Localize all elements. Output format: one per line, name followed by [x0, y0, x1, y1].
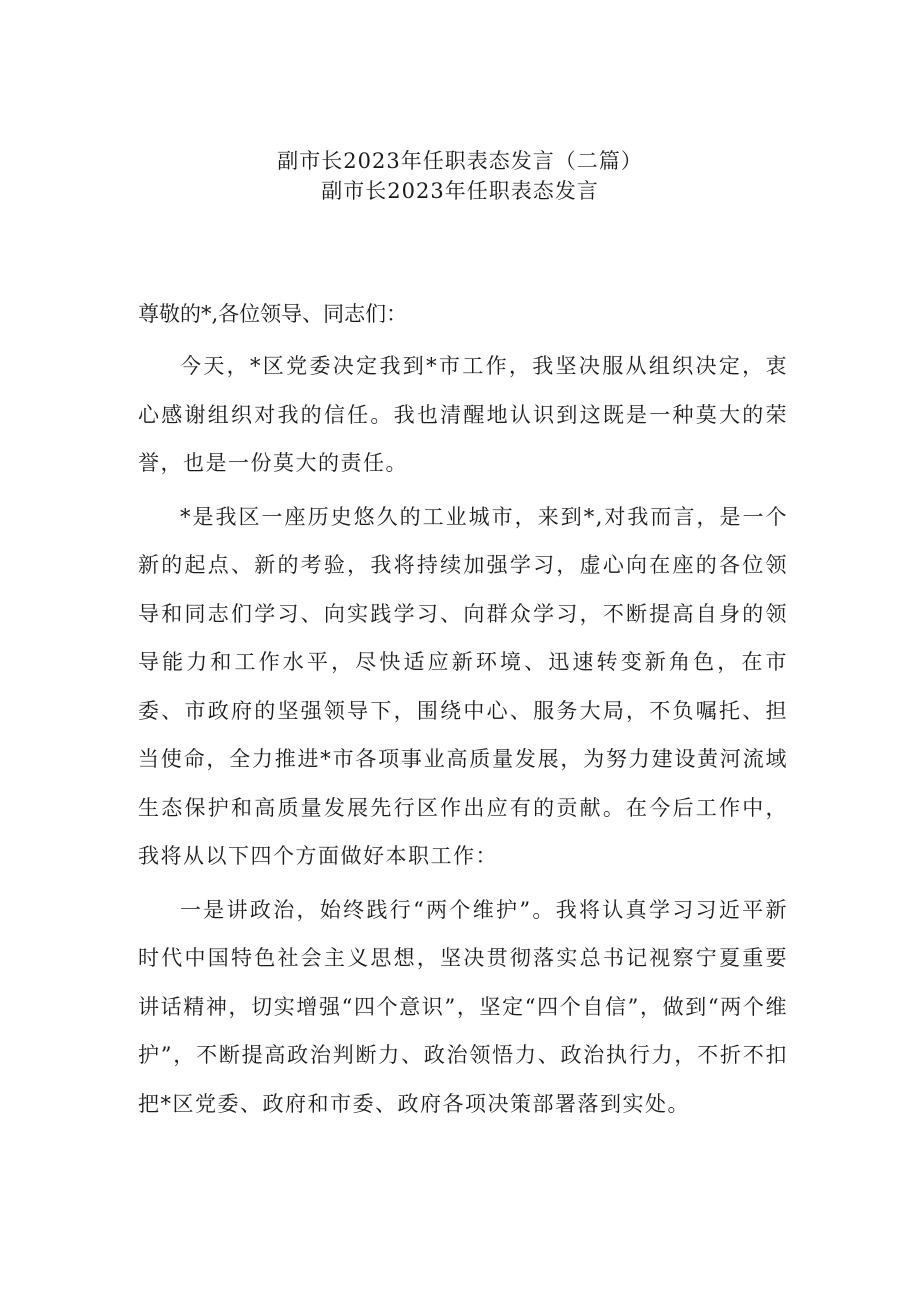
- title-block: [0, 146, 920, 206]
- document-body: [138, 290, 788, 1128]
- paragraph-1: 今天，*区党委决定我到*市工作，我坚决服从组织决定，衷心感谢组织对我的信任。我也清醒地认识到这既是一种莫大的荣誉，也是一份莫大的责任。: [138, 354, 788, 475]
- document-title: 副市长2023年任职表态发言（二篇）: [277, 149, 643, 173]
- paragraph-2: *是我区一座历史悠久的工业城市，来到*,对我而言，是一个新的起点、新的考验，我将持续加强学习，虚心向在座的各位领导和同志们学习、向实践学习、向群众学习，不断提高自身的领导能力和工作水平，尽快适应新环境、迅速转变新角色，在市委、市政府的坚强领导下，围绕中心、服务大局，不负嘱托、担当使命，全力推进*市各项事业高质量发展，为努力建设黄河流域生态保护和高质量发展先行区作出应有的贡献。在今后工作中，我将从以下四个方面做好本职工作：: [138, 504, 788, 868]
- salutation: 尊敬的*,各位领导、同志们：: [138, 302, 408, 326]
- document-subtitle: 副市长2023年任职表态发言: [321, 179, 599, 203]
- paragraph-3: 一是讲政治，始终践行“两个维护”。我将认真学习习近平新时代中国特色社会主义思想，坚决贯彻落实总书记视察宁夏重要讲话精神，切实增强“四个意识”，坚定“四个自信”，做到“两个维护”，不断提高政治判断力、政治领悟力、政治执行力，不折不扣把*区党委、政府和市委、政府各项决策部署落到实处。: [138, 897, 788, 1116]
